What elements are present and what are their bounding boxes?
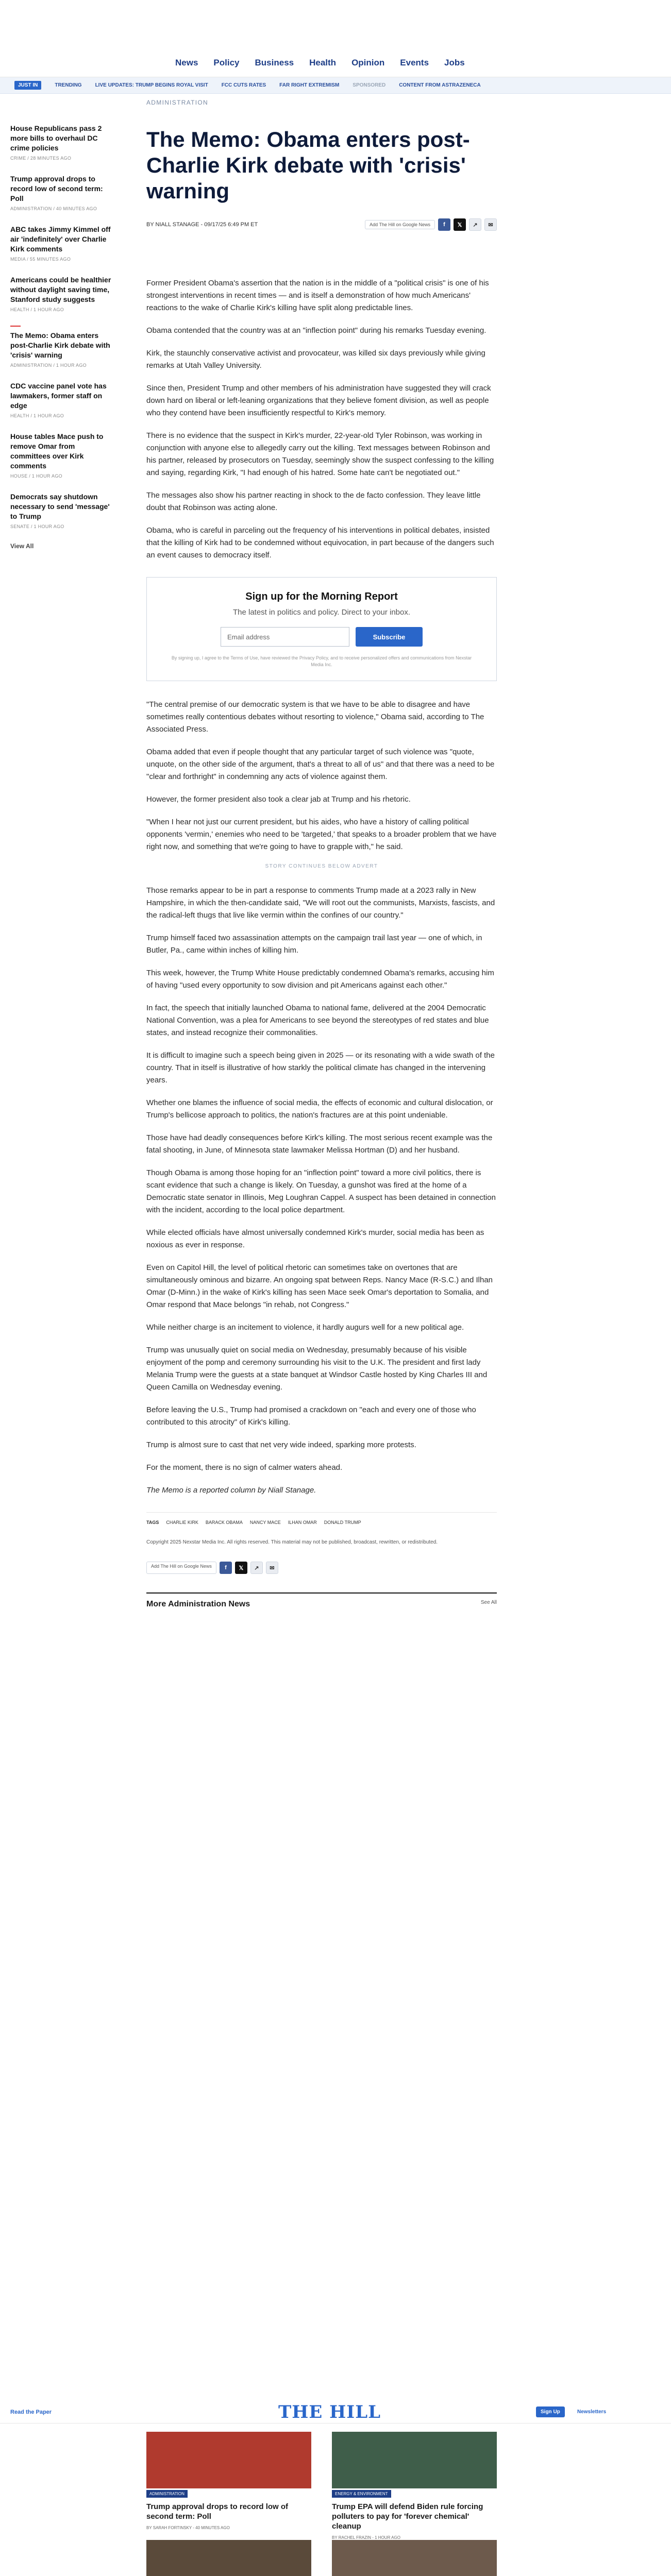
paragraph: Former President Obama's assertion that the nation is in the middle of a "political crisis" is one of his strongest interventions in recent times — and is itself a demonstration of how much Americans' reactions to the wake of Charlie Kirk's killing have split along predictable lines. <box>146 279 489 312</box>
paragraph: While elected officials have almost universally condemned Kirk's murder, social media has been as noxious as ever in response. <box>146 1228 484 1249</box>
paragraph: However, the former president also took a clear jab at Trump and his rhetoric. <box>146 795 411 804</box>
sidebar-headline[interactable]: Americans could be healthier without daylight saving time, Stanford study suggests <box>10 276 111 303</box>
nav-item-news[interactable]: News <box>175 58 198 67</box>
google-news-button[interactable]: Add The Hill on Google News <box>146 1562 216 1574</box>
hill-banner <box>0 2401 671 2424</box>
paragraph: Since then, President Trump and other members of his administration have suggested they will crack down hard on liberal or left-leaning organizations that they believe foment division, as well as people who they contend have been insufficiently respectful to Kirk's memory. <box>146 384 491 417</box>
see-all-link[interactable]: See All <box>480 1600 497 1605</box>
top-nav-list <box>175 58 465 68</box>
tags-label: TAGS <box>146 1520 159 1525</box>
news-card[interactable] <box>332 2432 497 2540</box>
byline: BY NIALL STANAGE - 09/17/25 6:49 PM ET <box>146 222 258 228</box>
more-news-title: More Administration News <box>146 1600 250 1608</box>
just-in-tag[interactable]: JUST IN <box>14 81 41 90</box>
article <box>146 99 497 1609</box>
article-body <box>146 277 497 1497</box>
card-title[interactable]: Trump EPA will defend Biden rule forcing polluters to pay for 'forever chemical' cleanup <box>332 2502 483 2531</box>
card-image[interactable] <box>146 2432 311 2488</box>
sidebar-item[interactable] <box>10 326 113 368</box>
news-card[interactable] <box>146 2432 311 2540</box>
card-byline: BY SARAH FORTINSKY - 40 MINUTES AGO <box>146 2526 230 2530</box>
bottom-share-bar <box>146 1562 497 1574</box>
read-paper-link[interactable]: Read the Paper <box>10 2409 52 2415</box>
nav-item-policy[interactable]: Policy <box>213 58 240 67</box>
trending-label: TRENDING <box>55 82 82 88</box>
sidebar-item[interactable] <box>10 174 113 211</box>
paragraph: Kirk, the staunchly conservative activist and provocateur, was killed six days previously while giving remarks at Utah Valley University. <box>146 349 485 370</box>
more-news-header <box>146 1592 497 1609</box>
paragraph: Obama contended that the country was at an "inflection point" during his remarks Tuesday evening. <box>146 326 487 335</box>
google-news-button[interactable]: Add The Hill on Google News <box>365 220 435 229</box>
more-news-grid-row-1 <box>146 2432 497 2540</box>
newsletters-link[interactable]: Newsletters <box>577 2409 607 2415</box>
byline-row <box>146 218 497 231</box>
sidebar-headline[interactable]: The Memo: Obama enters post-Charlie Kirk debate with 'crisis' warning <box>10 331 110 359</box>
card-image[interactable] <box>332 2432 497 2488</box>
sidebar-meta: MEDIA / 55 MINUTES AGO <box>10 257 71 262</box>
news-card[interactable] <box>146 2540 311 2576</box>
newsletter-signup <box>146 577 497 681</box>
sponsored-link[interactable]: CONTENT FROM ASTRAZENECA <box>399 82 481 88</box>
paragraph: Those remarks appear to be in part a response to comments Trump made at a 2023 rally in New Hampshire, in which the then-candidate said, "We will root out the communists, Marxists, fascists, and the radical-left thugs that live like vermin within the confines of our country." <box>146 886 495 920</box>
share-bar <box>365 218 497 231</box>
sidebar-item[interactable] <box>10 124 113 161</box>
sidebar-item[interactable] <box>10 275 113 312</box>
share-icon[interactable]: ↗ <box>250 1562 263 1574</box>
card-byline: BY RACHEL FRAZIN - 1 HOUR AGO <box>332 2535 400 2540</box>
sidebar-meta: HEALTH / 1 HOUR AGO <box>10 307 64 312</box>
paragraph: It is difficult to imagine such a speech being given in 2025 — or its resonating with a wide swath of the country. That in itself is illustrative of how starkly the political climate has changed in the intervening years. <box>146 1051 495 1084</box>
sidebar-meta: HEALTH / 1 HOUR AGO <box>10 413 64 418</box>
more-news-grid-row-2 <box>146 2540 497 2576</box>
sidebar-meta: HOUSE / 1 HOUR AGO <box>10 473 62 479</box>
article-headline: The Memo: Obama enters post-Charlie Kirk debate with 'crisis' warning <box>146 127 470 203</box>
story-continues-label: STORY CONTINUES BELOW ADVERT <box>265 863 378 869</box>
view-all-link[interactable]: View All <box>10 543 34 550</box>
tag-link[interactable]: BARACK OBAMA <box>205 1520 243 1525</box>
tag-link[interactable]: CHARLIE KIRK <box>166 1520 198 1525</box>
facebook-icon[interactable]: f <box>220 1562 232 1574</box>
news-card[interactable] <box>332 2540 497 2576</box>
paragraph: Those have had deadly consequences before Kirk's killing. The most serious recent example was the fatal shooting, in June, of Minnesota state lawmaker Melissa Hortman (D) and her husband. <box>146 1133 493 1155</box>
sidebar-meta: CRIME / 28 MINUTES AGO <box>10 156 72 161</box>
section-label[interactable]: ADMINISTRATION <box>146 99 208 106</box>
paragraph: For the moment, there is no sign of calmer waters ahead. <box>146 1463 343 1472</box>
trending-link[interactable]: FAR RIGHT EXTREMISM <box>279 82 340 88</box>
tag-link[interactable]: DONALD TRUMP <box>324 1520 361 1525</box>
newsletter-title: Sign up for the Morning Report <box>245 591 398 602</box>
top-nav <box>0 0 671 77</box>
card-title[interactable]: Trump approval drops to record low of second term: Poll <box>146 2502 289 2521</box>
share-icon[interactable]: ↗ <box>469 218 481 231</box>
paragraph: "The central premise of our democratic system is that we have to be able to disagree and have sometimes really contentious debates without resorting to violence," Obama said, according to The Associated Press. <box>146 700 484 734</box>
nav-item-business[interactable]: Business <box>255 58 294 67</box>
email-input[interactable]: Email address <box>221 627 349 647</box>
sign-off: The Memo is a reported column by Niall Stanage. <box>146 1486 316 1495</box>
nav-item-health[interactable]: Health <box>309 58 337 67</box>
paragraph: Obama, who is careful in parceling out the frequency of his interventions in political debates, insisted that the killing of Kirk had to be condemned without equivocation, in part because of the dangers such an event causes to democracy itself. <box>146 526 494 560</box>
sidebar-item[interactable] <box>10 381 113 418</box>
sidebar-item[interactable] <box>10 492 113 529</box>
paragraph: "When I hear not just our current president, but his aides, who have a history of calling political opponents 'vermin,' enemies who need to be 'targeted,' that speaks to a broader problem that we have right now, and something that we're going to have to grapple with," he said. <box>146 818 497 851</box>
nav-item-jobs[interactable]: Jobs <box>444 58 465 67</box>
hero-spacer <box>146 231 497 272</box>
comment-icon[interactable]: ✉ <box>266 1562 278 1574</box>
trending-link[interactable]: LIVE UPDATES: TRUMP BEGINS ROYAL VISIT <box>95 82 208 88</box>
paragraph: Trump was unusually quiet on social media on Wednesday, presumably because of his visible enjoyment of the pomp and ceremony surrounding his visit to the U.K. The president and first lady Melania Trump were the guests at a state banquet at Windsor Castle hosted by King Charles III and Queen Camilla on Wednesday evening. <box>146 1346 488 1392</box>
sidebar-headline[interactable]: House tables Mace push to remove Omar from committees over Kirk comments <box>10 432 104 470</box>
sidebar-meta: ADMINISTRATION / 1 HOUR AGO <box>10 363 87 368</box>
sidebar-item[interactable] <box>10 225 113 262</box>
trending-bar <box>0 77 671 94</box>
paragraph: Trump is almost sure to cast that net very wide indeed, sparking more protests. <box>146 1440 416 1449</box>
sidebar-item[interactable] <box>10 432 113 479</box>
copyright: Copyright 2025 Nexstar Media Inc. All rights reserved. This material may not be published, broadcast, rewritten, or redistributed. <box>146 1539 438 1545</box>
card-image[interactable] <box>332 2540 497 2576</box>
paragraph: Before leaving the U.S., Trump had promised a crackdown on "each and every one of those who contributed to this atrocity" of Kirk's killing. <box>146 1405 476 1427</box>
tag-link[interactable]: NANCY MACE <box>249 1520 281 1525</box>
paragraph: Trump himself faced two assassination attempts on the campaign trail last year — one of which, in Butler, Pa., came within inches of killing him. <box>146 934 482 955</box>
sidebar <box>10 124 113 550</box>
the-hill-logo[interactable]: THE HILL <box>278 2401 381 2422</box>
facebook-icon[interactable]: f <box>438 218 450 231</box>
paragraph: This week, however, the Trump White House predictably condemned Obama's remarks, accusing him of having "used every opportunity to sow division and pit Americans against each other." <box>146 969 494 990</box>
card-image[interactable] <box>146 2540 311 2576</box>
nav-item-opinion[interactable]: Opinion <box>351 58 385 67</box>
nav-item-events[interactable]: Events <box>400 58 429 67</box>
sidebar-headline[interactable]: Democrats say shutdown necessary to send 'message' to Trump <box>10 493 110 520</box>
paragraph: The messages also show his partner reacting in shock to the de facto confession. They leave little doubt that Robinson was acting alone. <box>146 491 481 512</box>
comment-icon[interactable]: ✉ <box>484 218 497 231</box>
sidebar-meta: ADMINISTRATION / 40 MINUTES AGO <box>10 206 97 211</box>
active-marker <box>10 326 21 327</box>
sidebar-headline[interactable]: Trump approval drops to record low of second term: Poll <box>10 175 103 202</box>
card-tag[interactable]: ENERGY & ENVIRONMENT <box>332 2490 391 2498</box>
newsletter-form <box>167 627 476 647</box>
paragraph: There is no evidence that the suspect in Kirk's murder, 22-year-old Tyler Robinson, was working in conjunction with anyone else to allegedly carry out the killing. Text messages between Robinson and his partner, released by prosecutors on Tuesday, seemingly show the suspect confessing to the killing and saying, regarding Kirk, "I had enough of his hatred. Some hate can't be negotiated out." <box>146 431 494 477</box>
paragraph: In fact, the speech that initially launched Obama to national fame, delivered at the 2004 Democratic National Convention, was a plea for Americans to see beyond the stereotypes of red states and blue states, and instead recognize their commonalities. <box>146 1004 489 1037</box>
paragraph: Even on Capitol Hill, the level of political rhetoric can sometimes take on overtones that are simultaneously ominous and bizarre. An ongoing spat between Reps. Nancy Mace (R-S.C.) and Ilhan Omar (D-Minn.) in the wake of Kirk's killing has seen Mace seek Omar's deportation to Somalia, and Omar respond that Mace belongs "in rehab, not Congress." <box>146 1263 493 1309</box>
sponsored-label: SPONSORED <box>353 82 386 88</box>
sign-up-button[interactable]: Sign Up <box>536 2406 565 2417</box>
sidebar-meta: SENATE / 1 HOUR AGO <box>10 524 64 529</box>
trending-link[interactable]: FCC CUTS RATES <box>221 82 266 88</box>
sidebar-headline[interactable]: ABC takes Jimmy Kimmel off air 'indefinitely' over Charlie Kirk comments <box>10 225 111 253</box>
x-icon[interactable]: 𝕏 <box>235 1562 247 1574</box>
newsletter-subtitle: The latest in politics and policy. Direct to your inbox. <box>232 608 411 617</box>
x-icon[interactable]: 𝕏 <box>454 218 466 231</box>
tags-row <box>146 1512 497 1525</box>
paragraph: Whether one blames the influence of social media, the effects of economic and cultural dislocation, or Trump's bellicose approach to politics, the nation's fractures are at this point undeniable. <box>146 1098 493 1120</box>
subscribe-button[interactable]: Subscribe <box>356 627 423 647</box>
paragraph: While neither charge is an incitement to violence, it hardly augurs well for a new political age. <box>146 1323 464 1332</box>
sidebar-headline[interactable]: House Republicans pass 2 more bills to overhaul DC crime policies <box>10 124 102 152</box>
tag-link[interactable]: ILHAN OMAR <box>288 1520 317 1525</box>
sidebar-headline[interactable]: CDC vaccine panel vote has lawmakers, former staff on edge <box>10 382 107 410</box>
paragraph: Obama added that even if people thought that any particular target of such violence was "quote, unquote, on the other side of the argument, that's a threat to all of us" and that there was a need to be "clear and forthright" in condemning any acts of violence against them. <box>146 748 495 781</box>
newsletter-fine-print: By signing up, I agree to the Terms of Use, have reviewed the Privacy Policy, and to receive personalized offers and communications from Nexstar Media Inc. <box>171 655 472 667</box>
paragraph: Though Obama is among those hoping for an "inflection point" toward a more civil politics, there is scant evidence that such a change is likely. On Tuesday, a gunshot was fired at the home of a Democratic state senator in Illinois, Meg Loughran Cappel. A suspect has been detained in connection with the incident, according to the local police department. <box>146 1168 496 1214</box>
card-tag[interactable]: ADMINISTRATION <box>146 2490 188 2498</box>
